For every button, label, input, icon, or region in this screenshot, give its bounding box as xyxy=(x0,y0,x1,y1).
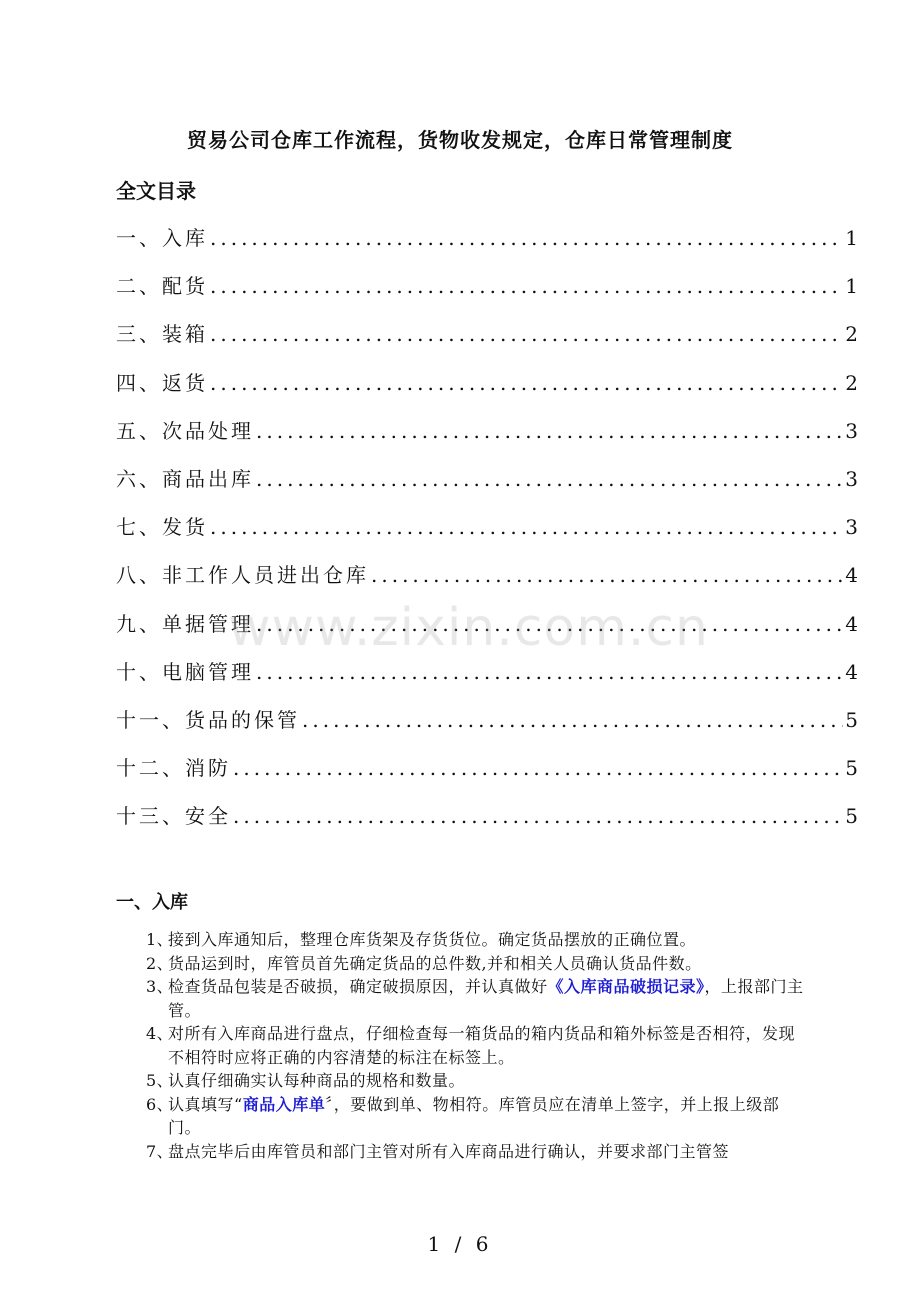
toc-entry-label: 六、商品出库 xyxy=(116,466,254,491)
toc-entry[interactable] xyxy=(116,656,858,704)
toc-entry-page: 5 xyxy=(845,804,858,829)
toc-entry[interactable] xyxy=(116,222,858,270)
toc-entry[interactable] xyxy=(116,367,858,415)
toc-dot-leader xyxy=(302,708,843,732)
toc-entry[interactable] xyxy=(116,800,858,848)
toc-entry[interactable] xyxy=(116,752,858,800)
toc-entry[interactable] xyxy=(116,559,858,607)
item-text: ，上报部门主管。 xyxy=(168,977,804,1020)
item-number: 4、 xyxy=(146,1024,174,1043)
toc-dot-leader xyxy=(210,226,843,250)
form-name-highlight: 《入库商品破损记录》 xyxy=(547,977,705,996)
toc-entry-label: 一、入库 xyxy=(116,226,208,250)
toc-entry-label: 二、配货 xyxy=(116,274,208,299)
toc-entry-page: 1 xyxy=(845,226,858,250)
list-item xyxy=(146,1140,810,1164)
item-number: 3、 xyxy=(146,977,174,996)
toc-dot-leader xyxy=(256,467,843,491)
toc-entry-page: 5 xyxy=(845,756,858,781)
section-heading: 一、入库 xyxy=(116,892,188,913)
toc-entry-page: 3 xyxy=(845,418,858,443)
toc-entry[interactable] xyxy=(116,318,858,366)
list-item xyxy=(146,975,810,1022)
item-text: 对所有入库商品进行盘点，仔细检查每一箱货品的箱内货品和箱外标签是否相符，发现不相符时应将正确的内容清楚的标注在标签上。 xyxy=(168,1024,796,1067)
toc-entry[interactable] xyxy=(116,415,858,463)
item-number: 7、 xyxy=(146,1141,174,1161)
toc-entry-page: 4 xyxy=(845,611,858,636)
item-number: 6、 xyxy=(146,1094,174,1114)
section-item-list xyxy=(146,928,810,1163)
document-title: 贸易公司仓库工作流程，货物收发规定，仓库日常管理制度 xyxy=(187,128,733,152)
toc-entry-page: 3 xyxy=(845,466,858,491)
toc-dot-leader xyxy=(210,322,843,346)
toc-entry-label: 八、非工作人员进出仓库 xyxy=(116,563,369,588)
toc-entry-page: 4 xyxy=(845,659,858,684)
toc-dot-leader xyxy=(210,274,843,298)
toc-dot-leader xyxy=(210,371,843,395)
toc-entry[interactable] xyxy=(116,463,858,511)
toc-dot-leader xyxy=(256,612,843,636)
toc-entry-label: 七、发货 xyxy=(116,515,208,540)
list-item xyxy=(146,1093,810,1140)
list-item xyxy=(146,952,810,976)
toc-entry-label: 九、单据管理 xyxy=(116,611,254,636)
page-number: 1 / 6 xyxy=(427,1232,493,1256)
watermark: www.zixin.com.cn xyxy=(228,598,709,658)
item-text: 接到入库通知后，整理仓库货架及存货货位。确定货品摆放的正确位置。 xyxy=(168,930,697,949)
toc-entry-label: 五、次品处理 xyxy=(116,418,254,443)
toc-entry-label: 三、装箱 xyxy=(116,322,208,347)
table-of-contents xyxy=(116,222,858,848)
toc-dot-leader xyxy=(233,756,843,780)
toc-entry-page: 4 xyxy=(845,563,858,588)
toc-entry-label: 十、电脑管理 xyxy=(116,659,254,684)
item-text: 货品运到时，库管员首先确定货品的总件数,并和相关人员确认货品件数。 xyxy=(168,953,702,973)
toc-entry[interactable] xyxy=(116,704,858,752)
item-text: 认真填写“ xyxy=(168,1094,243,1114)
item-text: 盘点完毕后由库管员和部门主管对所有入库商品进行确认，并要求部门主管签 xyxy=(168,1141,730,1161)
toc-entry-page: 1 xyxy=(845,274,858,299)
item-number: 5、 xyxy=(146,1071,174,1090)
toc-entry-page: 2 xyxy=(845,370,858,395)
toc-heading: 全文目录 xyxy=(116,179,196,203)
toc-dot-leader xyxy=(210,515,843,539)
item-number: 1、 xyxy=(146,930,174,949)
item-text: 检查货品包装是否破损，确定破损原因，并认真做好 xyxy=(168,977,548,996)
list-item xyxy=(146,1022,810,1069)
list-item xyxy=(146,928,810,952)
toc-entry-page: 3 xyxy=(845,515,858,540)
list-item xyxy=(146,1069,810,1093)
toc-entry[interactable] xyxy=(116,511,858,559)
toc-dot-leader xyxy=(256,660,843,684)
toc-entry-label: 十一、货品的保管 xyxy=(116,707,300,732)
toc-entry-label: 十三、安全 xyxy=(116,804,231,829)
toc-entry[interactable] xyxy=(116,270,858,318)
toc-entry-label: 四、返货 xyxy=(116,370,208,395)
toc-entry-page: 2 xyxy=(845,322,858,347)
toc-dot-leader xyxy=(256,419,843,443)
item-text: 认真仔细确实认每种商品的规格和数量。 xyxy=(168,1071,466,1090)
toc-dot-leader xyxy=(371,563,843,587)
toc-entry-label: 十二、消防 xyxy=(116,756,231,781)
toc-entry-page: 5 xyxy=(845,707,858,732)
item-text: 〞，要做到单、物相符。库管员应在清单上签字，并上报上级部门。 xyxy=(168,1094,780,1137)
toc-entry[interactable] xyxy=(116,608,858,656)
form-name-highlight: 商品入库单 xyxy=(242,1094,326,1114)
item-number: 2、 xyxy=(146,953,174,973)
toc-dot-leader xyxy=(233,804,843,828)
